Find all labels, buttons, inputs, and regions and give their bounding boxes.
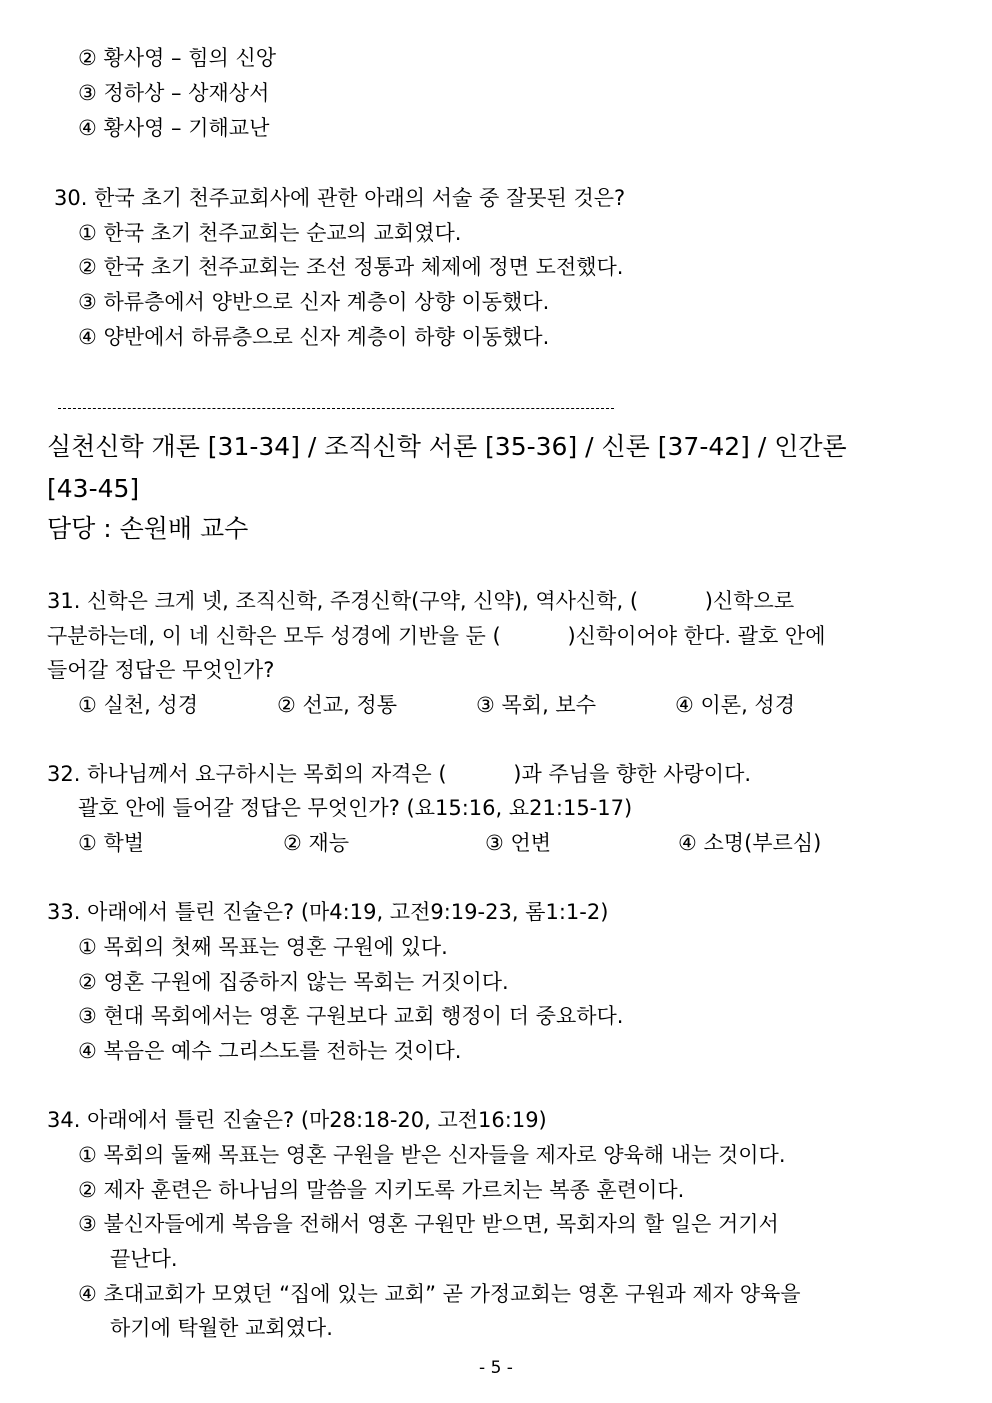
q32-stem-line2: 괄호 안에 들어갈 정답은 무엇인가? (요15:16, 요21:15-17) bbox=[78, 796, 633, 820]
q30-stem: 30. 한국 초기 천주교회사에 관한 아래의 서술 중 잘못된 것은? bbox=[54, 186, 626, 210]
prev-option-4: ④ 황사영 – 기해교난 bbox=[78, 116, 270, 140]
q34-option-4-line1: ④ 초대교회가 모였던 “집에 있는 교회” 곧 가정교회는 영혼 구원과 제자 양육을 bbox=[78, 1282, 801, 1306]
q34-option-1: ① 목회의 둘째 목표는 영혼 구원을 받은 신자들을 제자로 양육해 내는 것이다. bbox=[78, 1143, 786, 1167]
q31-stem-line3: 들어갈 정답은 무엇인가? bbox=[47, 658, 275, 682]
q31-option-1: ① 실천, 성경 bbox=[78, 693, 198, 717]
q31-stem-line1: 31. 신학은 크게 넷, 조직신학, 주경신학(구약, 신약), 역사신학, ( )신학으로 bbox=[47, 589, 795, 613]
q34-option-4-line2: 하기에 탁월한 교회였다. bbox=[110, 1316, 333, 1340]
q31-stem-line2: 구분하는데, 이 네 신학은 모두 성경에 기반을 둔 ( )신학이어야 한다. 괄호 안에 bbox=[47, 624, 826, 648]
section-title-line1: 실천신학 개론 [31-34] / 조직신학 서론 [35-36] / 신론 [37-42] / 인간론 bbox=[47, 432, 847, 461]
section-instructor: 담당 : 손원배 교수 bbox=[47, 514, 249, 543]
q31-option-2: ② 선교, 정통 bbox=[277, 693, 397, 717]
q33-stem: 33. 아래에서 틀린 진술은? (마4:19, 고전9:19-23, 롬1:1-2) bbox=[47, 900, 609, 924]
section-title-line2: [43-45] bbox=[47, 474, 140, 503]
q31-option-4: ④ 이론, 성경 bbox=[675, 693, 795, 717]
q34-option-3-line2: 끝난다. bbox=[110, 1247, 178, 1271]
q30-option-4: ④ 양반에서 하류층으로 신자 계층이 하향 이동했다. bbox=[78, 325, 550, 349]
page-number: - 5 - bbox=[479, 1358, 513, 1378]
prev-option-3: ③ 정하상 – 상재상서 bbox=[78, 81, 270, 105]
q32-option-3: ③ 언변 bbox=[485, 831, 552, 855]
q32-option-1: ① 학벌 bbox=[78, 831, 145, 855]
q33-option-3: ③ 현대 목회에서는 영혼 구원보다 교회 행정이 더 중요하다. bbox=[78, 1004, 624, 1028]
q30-option-3: ③ 하류층에서 양반으로 신자 계층이 상향 이동했다. bbox=[78, 290, 550, 314]
q31-option-3: ③ 목회, 보수 bbox=[476, 693, 596, 717]
q30-option-1: ① 한국 초기 천주교회는 순교의 교회였다. bbox=[78, 221, 462, 245]
q33-option-4: ④ 복음은 예수 그리스도를 전하는 것이다. bbox=[78, 1039, 462, 1063]
q32-stem-line1: 32. 하나님께서 요구하시는 목회의 자격은 ( )과 주님을 향한 사랑이다. bbox=[47, 762, 752, 786]
q32-option-2: ② 재능 bbox=[283, 831, 350, 855]
q34-stem: 34. 아래에서 틀린 진술은? (마28:18-20, 고전16:19) bbox=[47, 1108, 547, 1132]
prev-option-2: ② 황사영 – 힘의 신앙 bbox=[78, 46, 277, 70]
q32-option-4: ④ 소명(부르심) bbox=[678, 831, 822, 855]
section-divider bbox=[58, 408, 614, 409]
q33-option-1: ① 목회의 첫째 목표는 영혼 구원에 있다. bbox=[78, 935, 448, 959]
q33-option-2: ② 영혼 구원에 집중하지 않는 목회는 거짓이다. bbox=[78, 970, 509, 994]
q34-option-3-line1: ③ 불신자들에게 복음을 전해서 영혼 구원만 받으면, 목회자의 할 일은 거기서 bbox=[78, 1212, 779, 1236]
q30-option-2: ② 한국 초기 천주교회는 조선 정통과 체제에 정면 도전했다. bbox=[78, 255, 624, 279]
q34-option-2: ② 제자 훈련은 하나님의 말씀을 지키도록 가르치는 복종 훈련이다. bbox=[78, 1178, 685, 1202]
